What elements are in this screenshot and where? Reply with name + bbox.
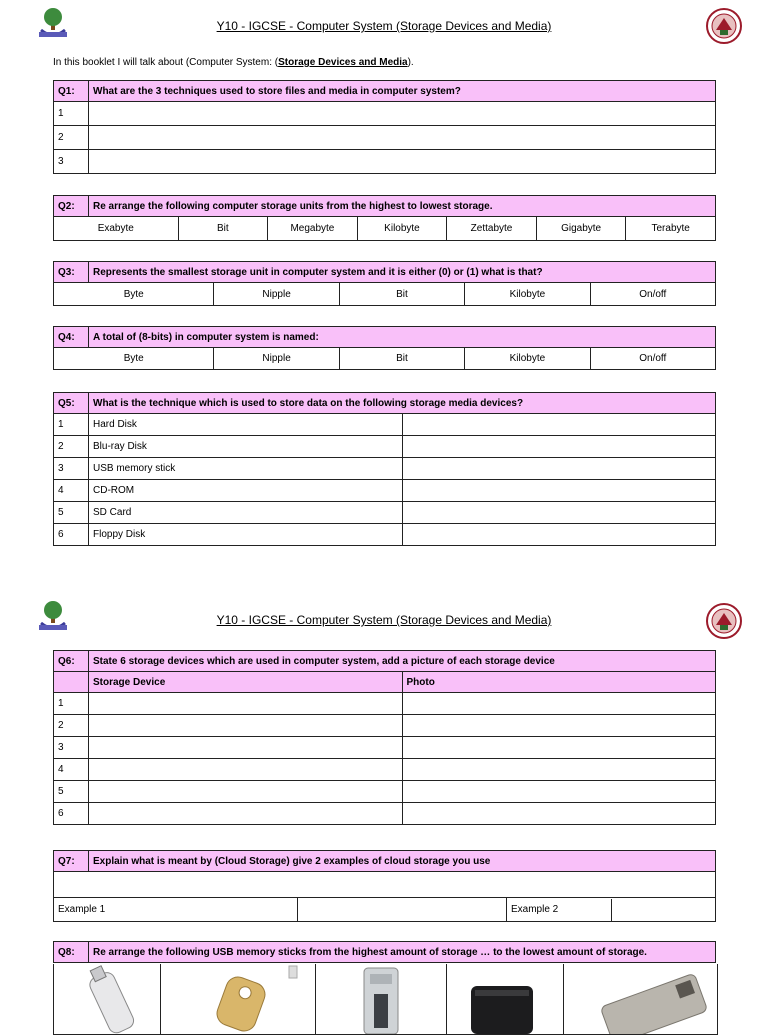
q5-answer[interactable] [402, 414, 716, 436]
q4-option[interactable]: On/off [590, 348, 715, 370]
q8-question: Re arrange the following USB memory sticks from the highest amount of storage … to the lowest amount of storage. [89, 942, 716, 963]
q6-question: State 6 storage devices which are used in computer system, add a picture of each storage device [89, 651, 716, 672]
page-title: Y10 - IGCSE - Computer System (Storage Devices and Media) [216, 613, 552, 627]
q1-number: Q1: [54, 81, 89, 102]
q5-row-number: 5 [54, 502, 89, 524]
q5-question: What is the technique which is used to store data on the following storage media devices? [89, 393, 716, 414]
q2-option[interactable]: Exabyte [54, 217, 179, 241]
q2-option[interactable]: Terabyte [626, 217, 716, 241]
q6-row-number: 2 [54, 715, 89, 737]
q3-option[interactable]: Bit [339, 283, 464, 306]
q4-option[interactable]: Nipple [214, 348, 339, 370]
q3-question: Represents the smallest storage unit in computer system and it is either (0) or (1) what is that? [89, 262, 716, 283]
q5-device: Blu-ray Disk [89, 436, 403, 458]
q4-table [53, 326, 716, 370]
q3-table [53, 261, 716, 306]
q5-number: Q5: [54, 393, 89, 414]
intro-topic: Storage Devices and Media [278, 57, 408, 68]
q6-device-cell[interactable] [89, 759, 403, 781]
q6-device-cell[interactable] [89, 737, 403, 759]
q2-option[interactable]: Gigabyte [536, 217, 626, 241]
q6-photo-cell[interactable] [402, 803, 716, 825]
q6-row-number: 1 [54, 693, 89, 715]
q6-photo-cell[interactable] [402, 715, 716, 737]
q1-row-number: 3 [54, 150, 89, 174]
q6-number: Q6: [54, 651, 89, 672]
q5-device: Floppy Disk [89, 524, 403, 546]
q5-answer[interactable] [402, 524, 716, 546]
q6-photo-cell[interactable] [402, 737, 716, 759]
q6-row-number: 3 [54, 737, 89, 759]
q5-device: Hard Disk [89, 414, 403, 436]
q5-table [53, 392, 716, 546]
q7-explanation-cell[interactable] [54, 872, 716, 898]
q2-question: Re arrange the following computer storage units from the highest to lowest storage. [89, 196, 716, 217]
q5-answer[interactable] [402, 436, 716, 458]
q7-number: Q7: [54, 851, 89, 872]
q7-table [53, 850, 716, 922]
q4-option[interactable]: Byte [54, 348, 214, 370]
q8-number: Q8: [54, 942, 89, 963]
q5-device: USB memory stick [89, 458, 403, 480]
q6-col-photo: Photo [402, 672, 716, 693]
q3-option[interactable]: Nipple [214, 283, 339, 306]
usb-stick-clear-photo[interactable] [315, 964, 447, 1035]
q4-number: Q4: [54, 327, 89, 348]
q2-option[interactable]: Kilobyte [357, 217, 447, 241]
q3-option[interactable]: Kilobyte [465, 283, 590, 306]
q5-row-number: 1 [54, 414, 89, 436]
q3-number: Q3: [54, 262, 89, 283]
q2-option[interactable]: Megabyte [268, 217, 358, 241]
q2-option[interactable]: Zettabyte [447, 217, 537, 241]
q2-number: Q2: [54, 196, 89, 217]
usb-stick-grey-photo[interactable] [563, 964, 718, 1035]
q4-option[interactable]: Kilobyte [465, 348, 590, 370]
q8-table [53, 941, 716, 963]
q6-photo-cell[interactable] [402, 759, 716, 781]
q6-photo-cell[interactable] [402, 781, 716, 803]
usb-stick-black-photo[interactable] [446, 964, 564, 1035]
intro-text: In this booklet I will talk about (Computer System: (Storage Devices and Media). [53, 57, 414, 68]
q6-row-number: 6 [54, 803, 89, 825]
q6-row-number: 5 [54, 781, 89, 803]
q1-answer-2[interactable] [89, 126, 716, 150]
q4-question: A total of (8-bits) in computer system is named: [89, 327, 716, 348]
q5-answer[interactable] [402, 480, 716, 502]
q6-device-cell[interactable] [89, 781, 403, 803]
q6-col-storage-device: Storage Device [89, 672, 403, 693]
q7-example2-label: Example 2 [507, 899, 611, 921]
usb-stick-silver-photo[interactable] [53, 964, 161, 1035]
q2-table [53, 195, 716, 241]
q6-photo-cell[interactable] [402, 693, 716, 715]
q6-row-number: 4 [54, 759, 89, 781]
q6-device-cell[interactable] [89, 715, 403, 737]
q5-device: CD-ROM [89, 480, 403, 502]
q1-row-number: 2 [54, 126, 89, 150]
q3-option[interactable]: On/off [590, 283, 715, 306]
q6-device-cell[interactable] [89, 803, 403, 825]
q6-table [53, 650, 716, 825]
q5-row-number: 2 [54, 436, 89, 458]
q3-option[interactable]: Byte [54, 283, 214, 306]
usb-stick-gold-photo[interactable] [160, 964, 316, 1035]
q7-example1-label: Example 1 [54, 898, 298, 922]
q1-question: What are the 3 techniques used to store files and media in computer system? [89, 81, 716, 102]
q1-table [53, 80, 716, 174]
right-crest-logo [706, 8, 742, 44]
q5-answer[interactable] [402, 502, 716, 524]
page-title: Y10 - IGCSE - Computer System (Storage Devices and Media) [216, 19, 552, 33]
q1-answer-3[interactable] [89, 150, 716, 174]
q5-row-number: 4 [54, 480, 89, 502]
q1-row-number: 1 [54, 102, 89, 126]
q1-answer-1[interactable] [89, 102, 716, 126]
q5-row-number: 3 [54, 458, 89, 480]
q5-answer[interactable] [402, 458, 716, 480]
q7-question: Explain what is meant by (Cloud Storage) give 2 examples of cloud storage you use [89, 851, 716, 872]
q7-example2-answer[interactable] [611, 899, 715, 921]
q5-device: SD Card [89, 502, 403, 524]
q4-option[interactable]: Bit [339, 348, 464, 370]
right-crest-logo [706, 603, 742, 639]
q6-device-cell[interactable] [89, 693, 403, 715]
q2-option[interactable]: Bit [178, 217, 268, 241]
q7-example1-answer[interactable] [298, 898, 507, 922]
q5-row-number: 6 [54, 524, 89, 546]
